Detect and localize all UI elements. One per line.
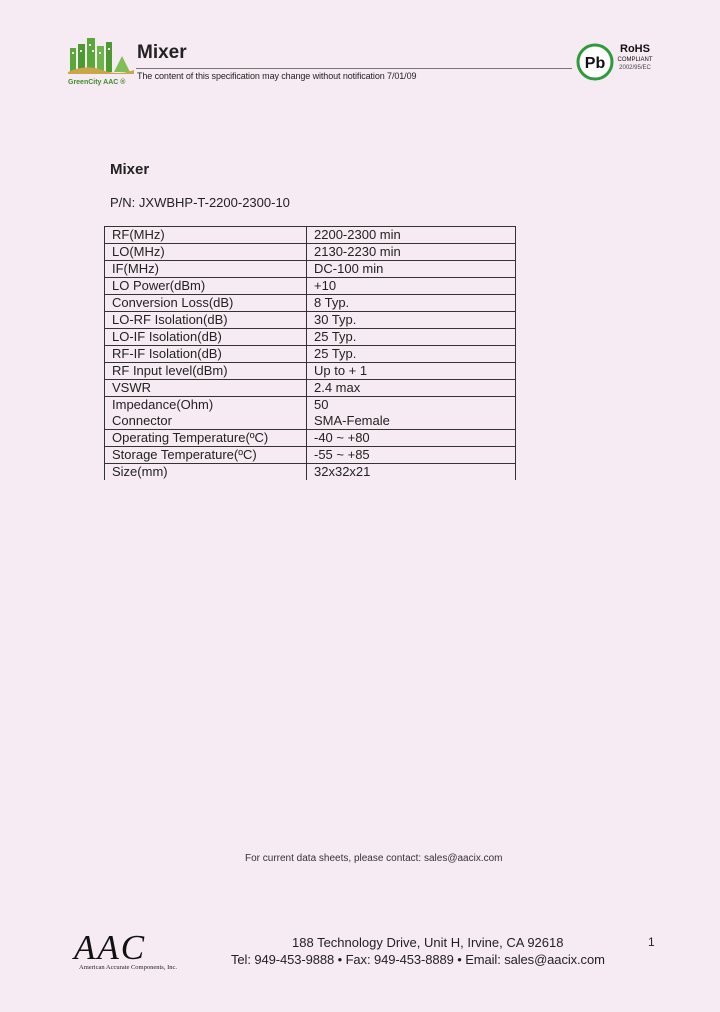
- spec-param: Connector: [105, 413, 307, 430]
- table-row: [105, 329, 516, 346]
- spec-value: -40 ~ +80: [307, 430, 516, 447]
- part-number: P/N: JXWBHP-T-2200-2300-10: [110, 195, 290, 210]
- header-divider: [136, 68, 572, 69]
- table-row: [105, 227, 516, 244]
- table-row: [105, 430, 516, 447]
- table-row: [105, 397, 516, 414]
- spec-value: +10: [307, 278, 516, 295]
- table-row: [105, 261, 516, 278]
- logo-text: GreenCity AAC ®: [68, 79, 126, 86]
- spec-param: Impedance(Ohm): [105, 397, 307, 414]
- table-row: [105, 413, 516, 430]
- document-title: Mixer: [110, 161, 150, 178]
- spec-value: 2130-2230 min: [307, 244, 516, 261]
- header-title: Mixer: [137, 42, 187, 63]
- spec-param: LO(MHz): [105, 244, 307, 261]
- footer-address: 188 Technology Drive, Unit H, Irvine, CA 92618: [292, 935, 564, 950]
- greencity-logo: [66, 36, 136, 88]
- spec-param: IF(MHz): [105, 261, 307, 278]
- spec-value: -55 ~ +85: [307, 447, 516, 464]
- spec-value: 2.4 max: [307, 380, 516, 397]
- table-row: [105, 278, 516, 295]
- spec-param: Size(mm): [105, 464, 307, 481]
- spec-param: RF Input level(dBm): [105, 363, 307, 380]
- spec-value: 25 Typ.: [307, 346, 516, 363]
- spec-param: LO-RF Isolation(dB): [105, 312, 307, 329]
- rohs-label: RoHS: [620, 43, 650, 55]
- spec-value: 25 Typ.: [307, 329, 516, 346]
- spec-value: Up to + 1: [307, 363, 516, 380]
- spec-value: 50: [307, 397, 516, 414]
- spec-value: 2200-2300 min: [307, 227, 516, 244]
- spec-param: VSWR: [105, 380, 307, 397]
- spec-value: 8 Typ.: [307, 295, 516, 312]
- table-row: [105, 295, 516, 312]
- compliant-label: COMPLIANT: [617, 57, 653, 63]
- page-number: 1: [648, 935, 655, 949]
- table-row: [105, 244, 516, 261]
- footer-contact-line: Tel: 949-453-9888 • Fax: 949-453-8889 • Email: sales@aacix.com: [231, 952, 605, 967]
- spec-value: DC-100 min: [307, 261, 516, 278]
- spec-param: Conversion Loss(dB): [105, 295, 307, 312]
- spec-value: SMA-Female: [307, 413, 516, 430]
- directive-label: 2002/95/EC: [619, 65, 651, 71]
- table-row: [105, 346, 516, 363]
- spec-param: Operating Temperature(ºC): [105, 430, 307, 447]
- spec-value: 32x32x21: [307, 464, 516, 481]
- spec-value: 30 Typ.: [307, 312, 516, 329]
- spec-table: [104, 226, 516, 480]
- contact-note: For current data sheets, please contact: sales@aacix.com: [245, 853, 503, 864]
- table-row: [105, 464, 516, 481]
- table-row: [105, 447, 516, 464]
- spec-param: LO-IF Isolation(dB): [105, 329, 307, 346]
- rohs-badge: [576, 40, 658, 84]
- spec-param: RF(MHz): [105, 227, 307, 244]
- aac-logo-letters: AAC: [74, 928, 147, 967]
- table-row: [105, 312, 516, 329]
- table-row: [105, 380, 516, 397]
- aac-logo: [74, 928, 214, 974]
- pb-label: Pb: [584, 55, 606, 72]
- spec-param: Storage Temperature(ºC): [105, 447, 307, 464]
- table-row: [105, 363, 516, 380]
- spec-param: LO Power(dBm): [105, 278, 307, 295]
- spec-param: RF-IF Isolation(dB): [105, 346, 307, 363]
- aac-logo-subtitle: American Accurate Components, Inc.: [79, 964, 178, 971]
- header-notice: The content of this specification may change without notification 7/01/09: [137, 71, 417, 81]
